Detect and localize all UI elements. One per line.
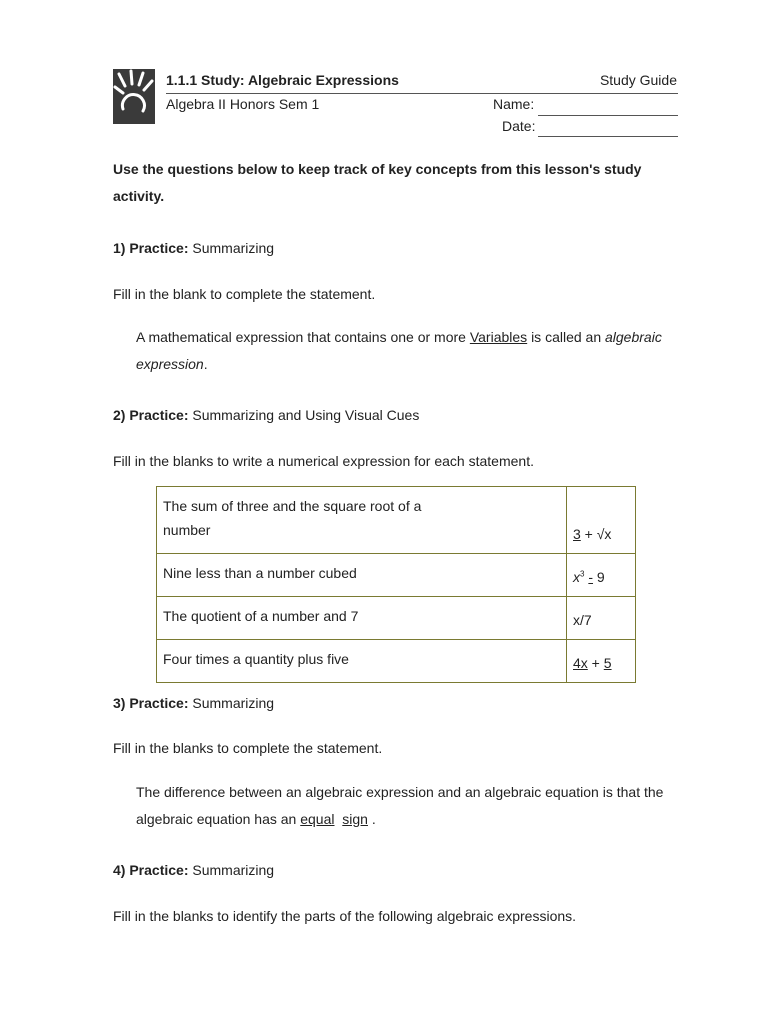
statement-line-1: The sum of three and the square root of a xyxy=(163,498,422,514)
answer-variable: x xyxy=(573,569,580,585)
q1-statement xyxy=(136,324,696,378)
q4-label: 4) Practice: xyxy=(113,862,189,878)
header-rule xyxy=(166,93,678,94)
date-field-line[interactable] xyxy=(538,136,678,137)
answer-cell[interactable] xyxy=(567,487,636,554)
q3-stmt-before: The difference between an algebraic expression and an algebraic equation is that the algebraic equation has an xyxy=(136,784,664,827)
q3-answer-a[interactable]: equal xyxy=(300,811,335,827)
q2-label: 2) Practice: xyxy=(113,407,189,423)
answer-exponent: 3 xyxy=(580,569,585,579)
q1-answer[interactable]: Variables xyxy=(469,329,528,345)
answer-cell[interactable] xyxy=(567,597,636,640)
q4-heading xyxy=(113,857,673,884)
statement-cell: Four times a quantity plus five xyxy=(157,640,567,683)
statement-cell: Nine less than a number cubed xyxy=(157,554,567,597)
intro-text: Use the questions below to keep track of key concepts from this lesson's study activity. xyxy=(113,161,642,204)
table-row xyxy=(157,597,636,640)
q2-topic: Summarizing and Using Visual Cues xyxy=(192,407,420,423)
expression-table xyxy=(156,486,636,683)
q3-label: 3) Practice: xyxy=(113,695,189,711)
q1-topic: Summarizing xyxy=(192,240,275,256)
answer-text: + √x xyxy=(580,526,612,542)
q3-instruction: Fill in the blanks to complete the statement. xyxy=(113,740,383,756)
statement-cell xyxy=(157,487,567,554)
document-type: Study Guide xyxy=(599,72,677,88)
q1-label: 1) Practice: xyxy=(113,240,189,256)
q1-term: algebraic expression xyxy=(136,329,662,372)
q3-statement xyxy=(136,779,681,833)
answer-blank[interactable]: 5 xyxy=(603,655,612,671)
publisher-logo-icon xyxy=(113,69,155,124)
q1-instruction: Fill in the blank to complete the statement. xyxy=(113,286,376,302)
name-field-line[interactable] xyxy=(538,115,678,116)
table-row xyxy=(157,554,636,597)
answer-cell[interactable] xyxy=(567,554,636,597)
q1-heading xyxy=(113,235,673,262)
q3-topic: Summarizing xyxy=(192,695,275,711)
date-label: Date: xyxy=(502,118,536,134)
statement-line-2: number xyxy=(163,522,211,538)
q1-stmt-before: A mathematical expression that contains one or more xyxy=(136,329,466,345)
q3-answer-b[interactable]: sign xyxy=(342,811,368,827)
q1-stmt-mid: is called an xyxy=(531,329,602,345)
answer-text: + xyxy=(587,655,604,671)
q4-topic: Summarizing xyxy=(192,862,275,878)
answer-blank[interactable]: 3 xyxy=(573,526,581,542)
lesson-title: 1.1.1 Study: Algebraic Expressions xyxy=(166,72,399,88)
table-row xyxy=(157,640,636,683)
answer-cell[interactable] xyxy=(567,640,636,683)
q1-stmt-end: . xyxy=(203,356,208,372)
name-label: Name: xyxy=(493,96,535,112)
statement-cell: The quotient of a number and 7 xyxy=(157,597,567,640)
table-row xyxy=(157,487,636,554)
q2-instruction: Fill in the blanks to write a numerical expression for each statement. xyxy=(113,453,534,469)
answer-blank[interactable]: 4x xyxy=(573,655,588,671)
q3-stmt-end: . xyxy=(371,811,376,827)
answer-blank[interactable]: - xyxy=(588,569,594,585)
q3-heading xyxy=(113,690,673,717)
course-name: Algebra II Honors Sem 1 xyxy=(166,96,320,112)
answer-text: x/7 xyxy=(573,612,592,628)
answer-text: 9 xyxy=(593,569,605,585)
q2-heading xyxy=(113,402,673,429)
q4-instruction: Fill in the blanks to identify the parts of the following algebraic expressions. xyxy=(113,908,577,924)
